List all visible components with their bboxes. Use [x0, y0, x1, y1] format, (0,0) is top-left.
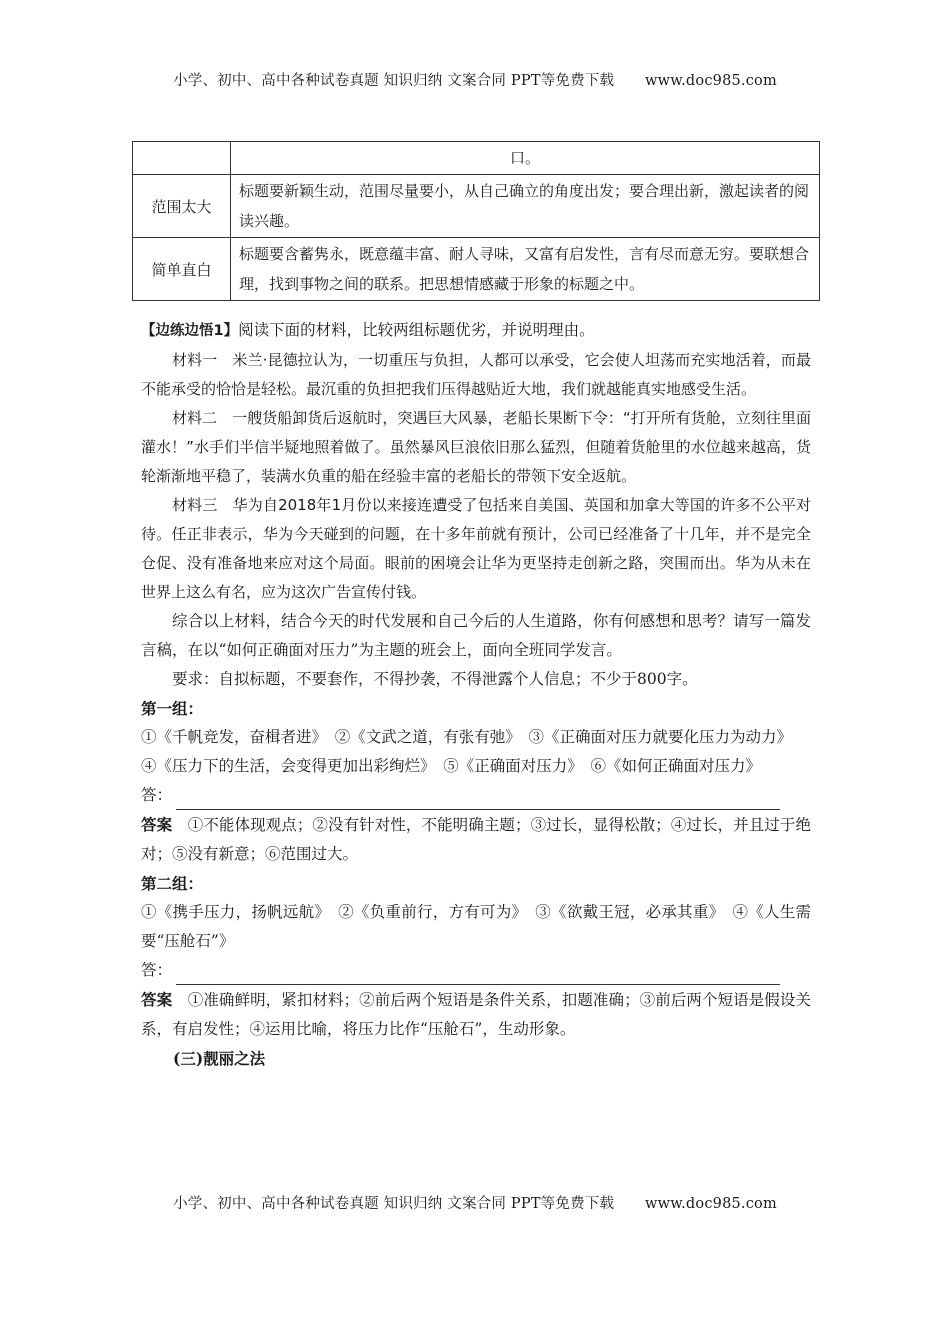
table-cell-value: 口。	[231, 142, 820, 175]
group-one-key	[141, 810, 811, 869]
answer-blank-line[interactable]	[176, 789, 780, 810]
table-cell-value: 标题要新颖生动，范围尽量要小，从自己确立的角度出发；要合理出新，激起读者的阅读兴趣。	[231, 175, 820, 238]
answer-blank-line[interactable]	[176, 964, 780, 985]
page-footer	[0, 1192, 950, 1213]
group-one-options-1: ①《千帆竞发，奋楫者进》 ②《文武之道，有张有弛》 ③《正确面对压力就要化压力为动力》	[141, 728, 793, 746]
key-text: ①准确鲜明，紧扣材料；②前后两个短语是条件关系，扣题准确；③前后两个短语是假设关系，有启发性；④运用比喻，将压力比作“压舱石”，生动形象。	[141, 991, 811, 1038]
key-label: 答案	[141, 990, 173, 1009]
key-label: 答案	[141, 815, 173, 834]
footer-text: 小学、初中、高中各种试卷真题 知识归纳 文案合同 PPT等免费下载	[173, 1196, 615, 1212]
practice-prompt-text: 阅读下面的材料，比较两组标题优劣，并说明理由。	[238, 321, 595, 339]
footer-url[interactable]: www.doc985.com	[644, 1196, 777, 1212]
writing-task: 综合以上材料，结合今天的时代发展和自己今后的人生道路，你有何感想和思考？请写一篇发言稿，在以“如何正确面对压力”为主题的班会上，面向全班同学发言。	[141, 612, 811, 659]
header-text: 小学、初中、高中各种试卷真题 知识归纳 文案合同 PPT等免费下载	[173, 73, 615, 89]
table-row	[133, 142, 820, 175]
table-row	[133, 238, 820, 301]
page-header	[0, 69, 950, 90]
group-two-key	[141, 985, 811, 1044]
group-two-options: ①《携手压力，扬帆远航》 ②《负重前行，方有可为》 ③《欲戴王冠，必承其重》 ④《人生需要“压舱石”》	[141, 903, 811, 950]
material-two: 材料二 一艘货船卸货后返航时，突遇巨大风暴，老船长果断下令：“打开所有货舱，立刻往里面灌水！”水手们半信半疑地照着做了。虽然暴风巨浪依旧那么猛烈，但随着货舱里的水位越来越高，货轮渐渐地平稳了，装满水负重的船在经验丰富的老船长的带领下安全返航。	[141, 409, 811, 485]
section-heading: (三)靓丽之法	[173, 1049, 266, 1068]
title-tips-table	[132, 141, 820, 301]
material-three: 材料三 华为自2018年1月份以来接连遭受了包括来自美国、英国和加拿大等国的许多不公平对待。任正非表示，华为今天碰到的问题，在十多年前就有预计，公司已经准备了十几年，并不是完全仓促、没有准备地来应对这个局面。眼前的困境会让华为更坚持走创新之路，突围而出。华为从未在世界上这么有名，应为这次广告宣传付钱。	[141, 496, 811, 601]
writing-requirements: 要求：自拟标题，不要套作，不得抄袭，不得泄露个人信息；不少于800字。	[172, 670, 698, 688]
answer-label: 答：	[141, 961, 173, 979]
practice-prompt	[141, 316, 811, 346]
answer-label: 答：	[141, 786, 173, 804]
document-body	[141, 316, 811, 1073]
table-cell-value: 标题要含蓄隽永，既意蕴丰富、耐人寻味，又富有启发性，言有尽而意无穷。要联想合理，找到事物之间的联系。把思想情感藏于形象的标题之中。	[231, 238, 820, 301]
key-text: ①不能体现观点；②没有针对性，不能明确主题；③过长，显得松散；④过长，并且过于绝对；⑤没有新意；⑥范围过大。	[141, 816, 811, 863]
practice-tag: 【边练边悟1】	[141, 323, 239, 339]
header-url[interactable]: www.doc985.com	[644, 73, 777, 89]
group-two-answer-row	[141, 956, 811, 985]
table-cell-key	[133, 142, 231, 175]
group-one-title: 第一组：	[141, 699, 204, 718]
table-row	[133, 175, 820, 238]
table-cell-key: 范围太大	[133, 175, 231, 238]
group-one-options-2: ④《压力下的生活，会变得更加出彩绚烂》 ⑤《正确面对压力》 ⑥《如何正确面对压力》	[141, 757, 762, 775]
table-cell-key: 简单直白	[133, 238, 231, 301]
group-two-title: 第二组：	[141, 874, 204, 893]
group-one-answer-row	[141, 781, 811, 810]
material-one: 材料一 米兰·昆德拉认为，一切重压与负担，人都可以承受，它会使人坦荡而充实地活着，而最不能承受的恰恰是轻松。最沉重的负担把我们压得越贴近大地，我们就越能真实地感受生活。	[141, 351, 811, 398]
